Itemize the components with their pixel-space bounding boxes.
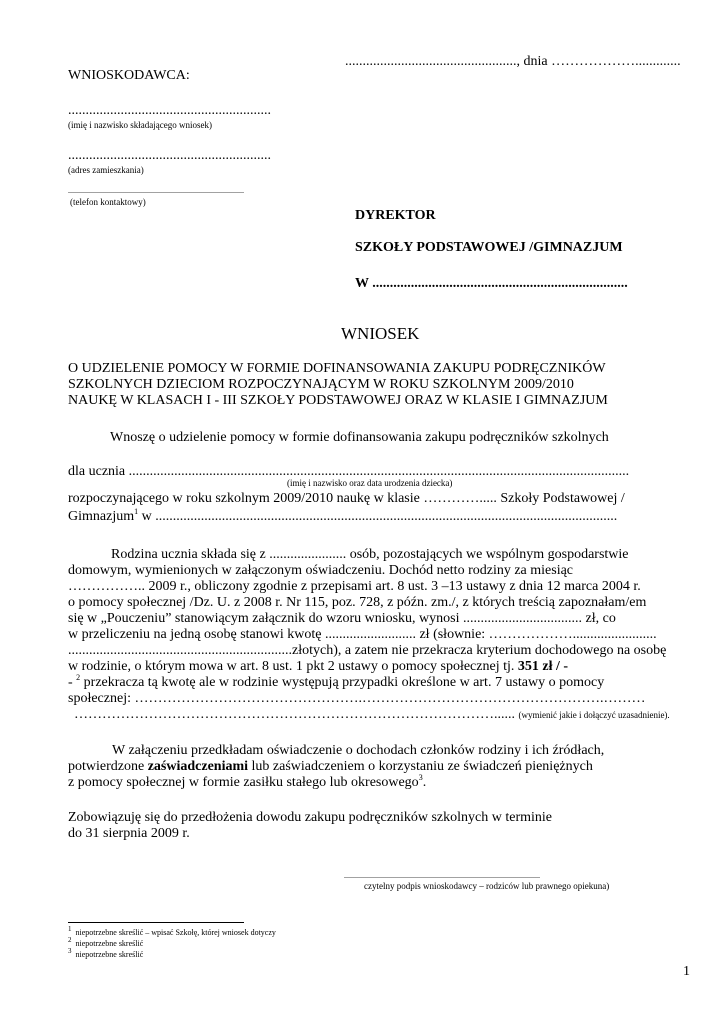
attachment-line-2-post: lub zaświadczeniem o korzystaniu ze świadczeń pieniężnych (248, 759, 593, 774)
family-line-9-dash: - (68, 675, 77, 690)
family-line-5: się w „Pouczeniu” stanowiącym załącznik do wzoru wniosku, wynosi .................................. zł, co (68, 611, 616, 626)
signature-caption: czytelny podpis wnioskodawcy – rodziców lub prawnego opiekuna) (364, 881, 610, 891)
recipient-place-line: W ......................................................................... (355, 276, 628, 291)
attachment-paragraph (68, 743, 604, 791)
student-line: dla ucznia ............................................................................................................................................... (68, 464, 630, 479)
family-line-3: …………….. 2009 r., obliczony zgodnie z przepisami art. 8 ust. 3 –13 ustawy z dnia 12 marca 2004 r. (68, 579, 641, 594)
attachment-line-2-bold: zaświadczeniami (147, 759, 249, 774)
footnote-3-text: niepotrzebne skreślić (75, 950, 144, 959)
income-threshold: 351 zł (517, 659, 553, 674)
family-line-9 (68, 675, 670, 691)
footnote-ref-3: 3 (418, 773, 423, 782)
attachment-line-1: W załączeniu przedkładam oświadczenie o dochodach członków rodziny i ich źródłach, (112, 743, 605, 758)
footnote-2 (68, 936, 144, 948)
footnote-1-text: niepotrzebne skreślić – wpisać Szkołę, której wniosek dotyczy (75, 928, 276, 937)
footnote-ref-2: 2 (76, 673, 81, 682)
family-line-11-note: (wymienić jakie i dołączyć uzasadnienie). (518, 710, 670, 720)
applicant-name-line: .......................................................... (68, 103, 271, 118)
recipient-title: DYREKTOR (355, 208, 436, 223)
family-line-8 (68, 659, 670, 675)
class-line: rozpoczynającego w roku szkolnym 2009/2010 naukę w klasie …………..... Szkoły Podstawowej / (68, 491, 625, 506)
commitment-paragraph (68, 810, 552, 842)
page-number: 1 (683, 964, 690, 979)
footnote-2-number: 2 (68, 936, 72, 944)
applicant-phone-line: ........................................................................................ (68, 186, 244, 195)
attachment-line-3 (68, 775, 604, 791)
signature-line: .................................................................................................. (344, 871, 540, 880)
attachment-line-3-end: . (422, 775, 427, 790)
family-paragraph (68, 547, 670, 723)
subtitle-line-1: O UDZIELENIE POMOCY W FORMIE DOFINANSOWANIA ZAKUPU PODRĘCZNIKÓW (68, 361, 606, 376)
footnote-2-text: niepotrzebne skreślić (75, 939, 144, 948)
subtitle-line-3: NAUKĘ W KLASACH I - III SZKOŁY PODSTAWOWEJ ORAZ W KLASIE I GIMNAZJUM (68, 393, 608, 408)
footnote-separator (68, 922, 244, 923)
family-line-6: w przeliczeniu na jedną osobę stanowi kwotę .......................... zł (słownie: ………………........................ (68, 627, 657, 642)
family-line-10: społecznej: ………………………………………….…………………………………………….……… (68, 691, 646, 706)
family-line-2: domowym, wymienionych w załączonym oświadczeniu. Dochód netto rodziny za miesiąc (68, 563, 574, 578)
applicant-address-line: .......................................................... (68, 148, 271, 163)
school-suffix: w .................................................................................................................................... (138, 509, 618, 524)
subtitle-line-2: SZKOLNYCH DZIECIOM ROZPOCZYNAJĄCYM W ROKU SZKOLNYM 2009/2010 (68, 377, 574, 392)
school-prefix: Gimnazjum (68, 509, 135, 524)
family-line-8-end: / - (552, 659, 569, 674)
attachment-line-2-pre: potwierdzone (68, 759, 148, 774)
school-line (68, 509, 617, 525)
applicant-name-caption: (imię i nazwisko składającego wniosek) (68, 120, 212, 130)
footnote-ref-1: 1 (134, 507, 139, 516)
footnote-1-number: 1 (68, 925, 72, 933)
family-line-8-text: w rodzinie, o którym mowa w art. 8 ust. 1 pkt 2 ustawy o pomocy społecznej tj. (68, 659, 518, 674)
footnote-3 (68, 947, 144, 959)
applicant-address-caption: (adres zamieszkania) (68, 165, 144, 175)
footnote-3-number: 3 (68, 947, 72, 955)
document-subtitle (68, 361, 608, 409)
family-line-7: ................................................................złotych), a zatem nie przekracza kryterium dochodowego na osobę (68, 643, 667, 658)
family-line-9-text: przekracza tą kwotę ale w rodzinie występują przypadki określone w art. 7 ustawy o pomocy (80, 675, 605, 690)
attachment-line-3-text: z pomocy społecznej w formie zasiłku stałego lub okresowego (68, 775, 419, 790)
attachment-line-2 (68, 759, 604, 775)
student-caption: (imię i nazwisko oraz data urodzenia dziecka) (287, 478, 453, 488)
commitment-line-2: do 31 sierpnia 2009 r. (68, 826, 190, 841)
family-line-11-dots: ………………………………………………………………………………...... (74, 707, 515, 722)
family-line-11 (68, 707, 670, 723)
request-intro: Wnoszę o udzielenie pomocy w formie dofinansowania zakupu podręczników szkolnych (110, 430, 609, 445)
applicant-label: WNIOSKODAWCA: (68, 68, 190, 83)
family-line-4: o pomocy społecznej /Dz. U. z 2008 r. Nr 115, poz. 728, z późn. zm./, z których treścią zapoznałam/em (68, 595, 647, 610)
place-date-line: ................................................., dnia ………………............. (345, 54, 681, 69)
recipient-school: SZKOŁY PODSTAWOWEJ /GIMNAZJUM (355, 240, 623, 255)
document-title: WNIOSEK (341, 324, 420, 343)
applicant-phone-caption: (telefon kontaktowy) (70, 197, 146, 207)
family-line-1: Rodzina ucznia składa się z ...................... osób, pozostających we wspólnym gospodarstwie (111, 547, 629, 562)
footnote-1 (68, 925, 276, 937)
commitment-line-1: Zobowiązuję się do przedłożenia dowodu zakupu podręczników szkolnych w terminie (68, 810, 553, 825)
